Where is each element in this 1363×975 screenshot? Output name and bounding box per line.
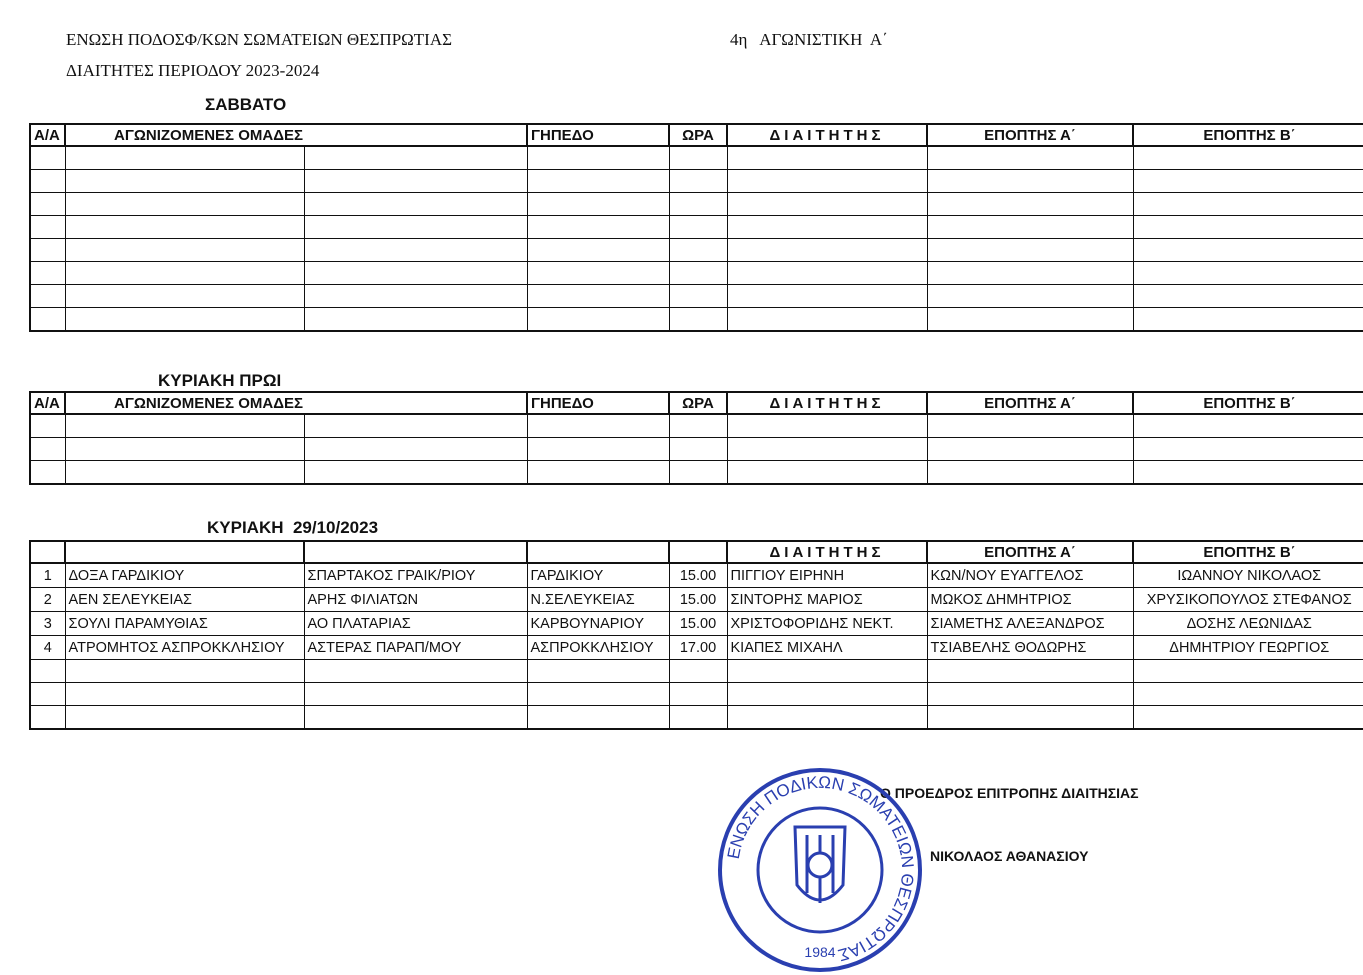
empty-cell bbox=[30, 683, 65, 706]
empty-cell bbox=[669, 262, 727, 285]
empty-cell bbox=[669, 660, 727, 683]
empty-cell bbox=[927, 170, 1133, 193]
empty-cell bbox=[927, 216, 1133, 239]
org-title: ΕΝΩΣΗ ΠΟΔΟΣΦ/ΚΩΝ ΣΩΜΑΤΕΙΩΝ ΘΕΣΠΡΩΤΙΑΣ bbox=[66, 30, 453, 49]
table-row bbox=[30, 239, 1363, 262]
empty-cell bbox=[30, 414, 65, 438]
match-time: 15.00 bbox=[669, 612, 727, 636]
table-row bbox=[30, 170, 1363, 193]
match-field: Ν.ΣΕΛΕΥΚΕΙΑΣ bbox=[527, 588, 669, 612]
empty-cell bbox=[30, 285, 65, 308]
empty-cell bbox=[30, 216, 65, 239]
empty-cell bbox=[527, 146, 669, 170]
table-header-row bbox=[30, 392, 1363, 414]
table-row bbox=[30, 660, 1363, 683]
empty-cell bbox=[669, 146, 727, 170]
table-row bbox=[30, 706, 1363, 730]
match-assistant-a: ΚΩΝ/ΝΟΥ ΕΥΑΓΓΕΛΟΣ bbox=[927, 563, 1133, 588]
saturday-rows bbox=[30, 146, 1363, 331]
col-referee-header: ΔΙΑΙΤΗΤΗΣ bbox=[727, 124, 927, 146]
empty-cell bbox=[927, 660, 1133, 683]
table-row bbox=[30, 216, 1363, 239]
col-aa-header: Α/Α bbox=[30, 392, 65, 414]
col-assistant-a-header: ΕΠΟΠΤΗΣ Α΄ bbox=[927, 392, 1133, 414]
table-row bbox=[30, 683, 1363, 706]
empty-cell bbox=[669, 706, 727, 730]
empty-cell bbox=[1133, 216, 1363, 239]
empty-cell bbox=[30, 170, 65, 193]
empty-cell bbox=[30, 262, 65, 285]
empty-cell bbox=[30, 308, 65, 332]
empty-cell bbox=[727, 706, 927, 730]
sunday-morning-table bbox=[29, 391, 1363, 485]
table-row bbox=[30, 461, 1363, 485]
round-title: 4η ΑΓΩΝΙΣΤΙΚΗ Α΄ bbox=[730, 30, 888, 49]
empty-cell bbox=[1133, 660, 1363, 683]
match-assistant-b: ΙΩΑΝΝΟΥ ΝΙΚΟΛΑΟΣ bbox=[1133, 563, 1363, 588]
empty-cell bbox=[927, 706, 1133, 730]
empty-cell bbox=[669, 216, 727, 239]
empty-cell bbox=[927, 193, 1133, 216]
match-referee: ΠΙΓΓΙΟΥ ΕΙΡΗΝΗ bbox=[727, 563, 927, 588]
empty-cell bbox=[527, 461, 669, 485]
empty-cell bbox=[727, 438, 927, 461]
col-assistant-b-header: ΕΠΟΠΤΗΣ Β΄ bbox=[1133, 124, 1363, 146]
table-row bbox=[30, 636, 1363, 660]
association-stamp bbox=[715, 765, 925, 975]
empty-cell bbox=[304, 308, 527, 332]
empty-cell bbox=[1133, 285, 1363, 308]
empty-cell bbox=[669, 414, 727, 438]
empty-cell bbox=[927, 285, 1133, 308]
match-time: 17.00 bbox=[669, 636, 727, 660]
empty-cell bbox=[927, 262, 1133, 285]
empty-cell bbox=[304, 461, 527, 485]
empty-cell bbox=[30, 146, 65, 170]
empty-cell bbox=[304, 660, 527, 683]
empty-cell bbox=[927, 146, 1133, 170]
empty-cell bbox=[304, 216, 527, 239]
match-assistant-a: ΤΣΙΑΒΕΛΗΣ ΘΟΔΩΡΗΣ bbox=[927, 636, 1133, 660]
table-header-row bbox=[30, 541, 1363, 563]
empty-cell bbox=[669, 170, 727, 193]
match-assistant-b: ΧΡΥΣΙΚΟΠΟΥΛΟΣ ΣΤΕΦΑΝΟΣ bbox=[1133, 588, 1363, 612]
empty-cell bbox=[927, 239, 1133, 262]
sunday-morning-rows bbox=[30, 414, 1363, 484]
empty-cell bbox=[727, 683, 927, 706]
empty-cell bbox=[1133, 262, 1363, 285]
match-assistant-a: ΜΩΚΟΣ ΔΗΜΗΤΡΙΟΣ bbox=[927, 588, 1133, 612]
empty-cell bbox=[927, 683, 1133, 706]
col-field-header: ΓΗΠΕΔΟ bbox=[527, 124, 669, 146]
empty-cell bbox=[927, 438, 1133, 461]
empty-cell bbox=[527, 170, 669, 193]
empty-cell bbox=[527, 414, 669, 438]
match-field: ΓΑΡΔΙΚΙΟΥ bbox=[527, 563, 669, 588]
empty-cell bbox=[669, 683, 727, 706]
empty-cell bbox=[669, 193, 727, 216]
sunday-title: ΚΥΡΙΑΚΗ 29/10/2023 bbox=[207, 518, 379, 537]
empty-cell bbox=[304, 706, 527, 730]
home-team: ΑΤΡΟΜΗΤΟΣ ΑΣΠΡΟΚΚΛΗΣΙΟΥ bbox=[65, 636, 304, 660]
match-referee: ΣΙΝΤΟΡΗΣ ΜΑΡΙΟΣ bbox=[727, 588, 927, 612]
empty-cell bbox=[1133, 706, 1363, 730]
empty-cell bbox=[1133, 193, 1363, 216]
signature-name: ΝΙΚΟΛΑΟΣ ΑΘΑΝΑΣΙΟΥ bbox=[930, 848, 1089, 864]
empty-cell bbox=[65, 308, 304, 332]
empty-cell bbox=[727, 262, 927, 285]
empty-cell bbox=[727, 461, 927, 485]
empty-cell bbox=[30, 239, 65, 262]
col-referee-header: ΔΙΑΙΤΗΤΗΣ bbox=[727, 392, 927, 414]
col-teams-header: ΑΓΩΝΙΖΟΜΕΝΕΣ ΟΜΑΔΕΣ bbox=[65, 392, 527, 414]
match-field: ΑΣΠΡΟΚΚΛΗΣΙΟΥ bbox=[527, 636, 669, 660]
blank-header-cell bbox=[669, 541, 727, 563]
col-time-header: ΩΡΑ bbox=[669, 392, 727, 414]
empty-cell bbox=[65, 660, 304, 683]
match-assistant-a: ΣΙΑΜΕΤΗΣ ΑΛΕΞΑΝΔΡΟΣ bbox=[927, 612, 1133, 636]
empty-cell bbox=[527, 239, 669, 262]
empty-cell bbox=[65, 262, 304, 285]
empty-cell bbox=[927, 308, 1133, 332]
col-field-header: ΓΗΠΕΔΟ bbox=[527, 392, 669, 414]
empty-cell bbox=[30, 438, 65, 461]
empty-cell bbox=[669, 438, 727, 461]
blank-header-cell bbox=[65, 541, 304, 563]
empty-cell bbox=[669, 239, 727, 262]
blank-header-cell bbox=[527, 541, 669, 563]
empty-cell bbox=[65, 438, 304, 461]
empty-cell bbox=[304, 193, 527, 216]
match-number: 4 bbox=[30, 636, 65, 660]
empty-cell bbox=[527, 262, 669, 285]
empty-cell bbox=[304, 146, 527, 170]
table-row bbox=[30, 438, 1363, 461]
sunday-rows bbox=[30, 563, 1363, 729]
empty-cell bbox=[727, 285, 927, 308]
col-aa-header: Α/Α bbox=[30, 124, 65, 146]
empty-cell bbox=[527, 308, 669, 332]
col-assistant-b-header: ΕΠΟΠΤΗΣ Β΄ bbox=[1133, 392, 1363, 414]
match-referee: ΚΙΑΠΕΣ ΜΙΧΑΗΛ bbox=[727, 636, 927, 660]
empty-cell bbox=[669, 461, 727, 485]
empty-cell bbox=[1133, 438, 1363, 461]
empty-cell bbox=[727, 308, 927, 332]
empty-cell bbox=[1133, 146, 1363, 170]
match-time: 15.00 bbox=[669, 563, 727, 588]
empty-cell bbox=[669, 285, 727, 308]
match-field: ΚΑΡΒΟΥΝΑΡΙΟΥ bbox=[527, 612, 669, 636]
away-team: ΑΡΗΣ ΦΙΛΙΑΤΩΝ bbox=[304, 588, 527, 612]
empty-cell bbox=[65, 146, 304, 170]
empty-cell bbox=[527, 438, 669, 461]
match-referee: ΧΡΙΣΤΟΦΟΡΙΔΗΣ ΝΕΚΤ. bbox=[727, 612, 927, 636]
empty-cell bbox=[727, 193, 927, 216]
match-number: 2 bbox=[30, 588, 65, 612]
col-assistant-a-header: ΕΠΟΠΤΗΣ Α΄ bbox=[927, 541, 1133, 563]
table-row bbox=[30, 146, 1363, 170]
empty-cell bbox=[727, 170, 927, 193]
blank-header-cell bbox=[30, 541, 65, 563]
away-team: ΣΠΑΡΤΑΚΟΣ ΓΡΑΙΚ/ΡΙΟΥ bbox=[304, 563, 527, 588]
empty-cell bbox=[65, 683, 304, 706]
empty-cell bbox=[30, 706, 65, 730]
empty-cell bbox=[927, 461, 1133, 485]
home-team: ΔΟΞΑ ΓΑΡΔΙΚΙΟΥ bbox=[65, 563, 304, 588]
empty-cell bbox=[1133, 170, 1363, 193]
empty-cell bbox=[1133, 239, 1363, 262]
empty-cell bbox=[304, 239, 527, 262]
away-team: ΑΟ ΠΛΑΤΑΡΙΑΣ bbox=[304, 612, 527, 636]
away-team: ΑΣΤΕΡΑΣ ΠΑΡΑΠ/ΜΟΥ bbox=[304, 636, 527, 660]
empty-cell bbox=[527, 216, 669, 239]
empty-cell bbox=[727, 146, 927, 170]
match-assistant-b: ΔΟΣΗΣ ΛΕΩΝΙΔΑΣ bbox=[1133, 612, 1363, 636]
empty-cell bbox=[65, 170, 304, 193]
empty-cell bbox=[527, 706, 669, 730]
empty-cell bbox=[304, 438, 527, 461]
empty-cell bbox=[727, 216, 927, 239]
empty-cell bbox=[1133, 308, 1363, 332]
match-number: 3 bbox=[30, 612, 65, 636]
match-time: 15.00 bbox=[669, 588, 727, 612]
empty-cell bbox=[527, 285, 669, 308]
empty-cell bbox=[30, 461, 65, 485]
table-row bbox=[30, 308, 1363, 332]
empty-cell bbox=[65, 216, 304, 239]
col-assistant-b-header: ΕΠΟΠΤΗΣ Β΄ bbox=[1133, 541, 1363, 563]
match-number: 1 bbox=[30, 563, 65, 588]
empty-cell bbox=[527, 193, 669, 216]
empty-cell bbox=[527, 660, 669, 683]
stamp-ball-icon bbox=[808, 853, 832, 877]
empty-cell bbox=[304, 285, 527, 308]
match-assistant-b: ΔΗΜΗΤΡΙΟΥ ΓΕΩΡΓΙΟΣ bbox=[1133, 636, 1363, 660]
empty-cell bbox=[669, 308, 727, 332]
empty-cell bbox=[1133, 414, 1363, 438]
empty-cell bbox=[1133, 461, 1363, 485]
empty-cell bbox=[30, 193, 65, 216]
empty-cell bbox=[1133, 683, 1363, 706]
empty-cell bbox=[65, 285, 304, 308]
empty-cell bbox=[527, 683, 669, 706]
table-row bbox=[30, 563, 1363, 588]
empty-cell bbox=[65, 193, 304, 216]
table-row bbox=[30, 612, 1363, 636]
table-row bbox=[30, 285, 1363, 308]
home-team: ΑΕΝ ΣΕΛΕΥΚΕΙΑΣ bbox=[65, 588, 304, 612]
period-title: ΔΙΑΙΤΗΤΕΣ ΠΕΡΙΟΔΟΥ 2023-2024 bbox=[66, 61, 320, 80]
empty-cell bbox=[727, 414, 927, 438]
stamp-year: 1984 bbox=[804, 944, 836, 960]
table-row bbox=[30, 414, 1363, 438]
empty-cell bbox=[30, 660, 65, 683]
empty-cell bbox=[304, 262, 527, 285]
empty-cell bbox=[65, 239, 304, 262]
table-row bbox=[30, 193, 1363, 216]
sunday-morning-title: ΚΥΡΙΑΚΗ ΠΡΩΙ bbox=[158, 371, 282, 390]
col-assistant-a-header: ΕΠΟΠΤΗΣ Α΄ bbox=[927, 124, 1133, 146]
empty-cell bbox=[65, 414, 304, 438]
table-header-row bbox=[30, 124, 1363, 146]
empty-cell bbox=[304, 683, 527, 706]
home-team: ΣΟΥΛΙ ΠΑΡΑΜΥΘΙΑΣ bbox=[65, 612, 304, 636]
empty-cell bbox=[927, 414, 1133, 438]
stamp-text: ΕΝΩΣΗ ΠΟΔΙΚΩΝ ΣΩΜΑΤΕΙΩΝ ΘΕΣΠΡΩΤΙΑΣ bbox=[723, 772, 918, 965]
table-row bbox=[30, 262, 1363, 285]
empty-cell bbox=[727, 239, 927, 262]
table-row bbox=[30, 588, 1363, 612]
empty-cell bbox=[304, 414, 527, 438]
col-time-header: ΩΡΑ bbox=[669, 124, 727, 146]
empty-cell bbox=[727, 660, 927, 683]
empty-cell bbox=[65, 461, 304, 485]
empty-cell bbox=[304, 170, 527, 193]
col-referee-header: ΔΙΑΙΤΗΤΗΣ bbox=[727, 541, 927, 563]
saturday-title: ΣΑΒΒΑΤΟ bbox=[205, 95, 287, 114]
col-teams-header: ΑΓΩΝΙΖΟΜΕΝΕΣ ΟΜΑΔΕΣ bbox=[65, 124, 527, 146]
blank-header-cell bbox=[304, 541, 527, 563]
empty-cell bbox=[65, 706, 304, 730]
sunday-table bbox=[29, 540, 1363, 730]
signature-role: Ο ΠΡΟΕΔΡΟΣ ΕΠΙΤΡΟΠΗΣ ΔΙΑΙΤΗΣΙΑΣ bbox=[880, 785, 1139, 801]
saturday-table bbox=[29, 123, 1363, 332]
